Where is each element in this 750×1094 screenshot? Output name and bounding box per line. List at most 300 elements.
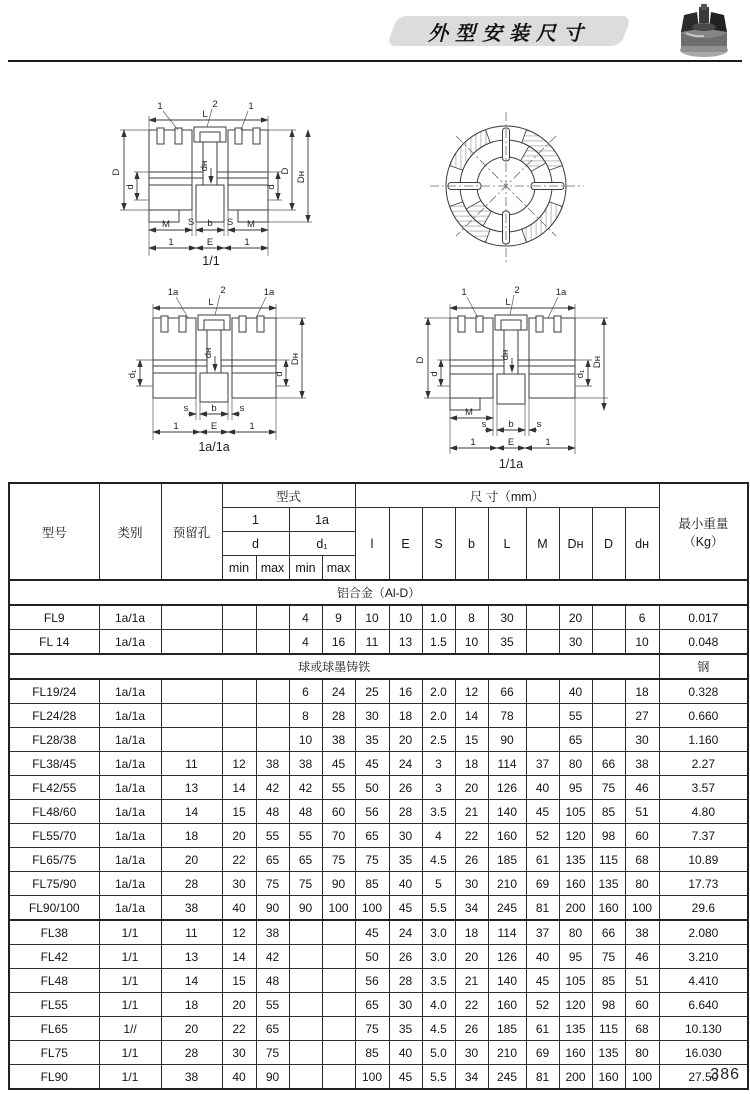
value-cell: 6 — [289, 679, 322, 704]
value-cell: 35 — [355, 728, 389, 752]
callouts — [168, 286, 275, 318]
value-cell: 160 — [592, 896, 625, 921]
dim-label-1-left: 1 — [168, 237, 174, 248]
value-cell: 114 — [488, 920, 526, 945]
value-cell: 245 — [488, 1065, 526, 1090]
value-cell: 8 — [455, 605, 488, 630]
value-cell: 75 — [322, 848, 355, 872]
value-cell: 90 — [289, 896, 322, 921]
value-cell: 46 — [625, 776, 659, 800]
value-cell: 90 — [256, 1065, 289, 1090]
value-cell — [289, 945, 322, 969]
value-cell: 61 — [526, 1017, 559, 1041]
value-cell: 45 — [322, 752, 355, 776]
value-cell: 22 — [455, 824, 488, 848]
col-header-d: d — [222, 532, 289, 556]
value-cell: 18 — [161, 993, 222, 1017]
value-cell: 210 — [488, 872, 526, 896]
value-cell: 28 — [322, 704, 355, 728]
value-cell: 40 — [526, 776, 559, 800]
dim-label-1-right: 1 — [545, 437, 551, 448]
col-header-d1: d₁ — [289, 532, 355, 556]
value-cell: 75 — [355, 1017, 389, 1041]
value-cell: 185 — [488, 848, 526, 872]
value-cell: 48 — [289, 800, 322, 824]
dim-label-s-left: s — [481, 419, 487, 430]
value-cell: 105 — [559, 800, 592, 824]
value-cell: 2.0 — [422, 679, 455, 704]
value-cell: 35 — [488, 630, 526, 655]
value-cell: 30 — [559, 630, 592, 655]
value-cell — [222, 728, 256, 752]
page-title: 外型安装尺寸 — [428, 22, 590, 45]
value-cell: 20 — [455, 945, 488, 969]
dim-label-M-right: M — [247, 219, 255, 230]
value-cell — [526, 679, 559, 704]
header-divider — [8, 60, 742, 62]
value-cell: 21 — [455, 969, 488, 993]
value-cell: 60 — [322, 800, 355, 824]
value-cell: 30 — [389, 824, 422, 848]
model-cell: FL65/75 — [9, 848, 99, 872]
table-row — [9, 945, 748, 969]
value-cell: 3.210 — [659, 945, 748, 969]
value-cell: 20 — [222, 993, 256, 1017]
col-header-type-1a: 1a — [289, 508, 355, 532]
value-cell — [256, 728, 289, 752]
value-cell: 30 — [488, 605, 526, 630]
value-cell: 3 — [422, 776, 455, 800]
value-cell: 40 — [222, 896, 256, 921]
value-cell: 1/1 — [99, 1041, 161, 1065]
value-cell: 16.030 — [659, 1041, 748, 1065]
value-cell: 42 — [256, 776, 289, 800]
value-cell: 0.048 — [659, 630, 748, 655]
value-cell — [322, 1065, 355, 1090]
value-cell: 5 — [422, 872, 455, 896]
value-cell: 95 — [559, 945, 592, 969]
value-cell: 1// — [99, 1017, 161, 1041]
value-cell: 65 — [559, 728, 592, 752]
value-cell: 200 — [559, 1065, 592, 1090]
value-cell — [322, 993, 355, 1017]
value-cell: 50 — [355, 945, 389, 969]
value-cell: 18 — [625, 679, 659, 704]
model-cell: FL9 — [9, 605, 99, 630]
value-cell: 34 — [455, 1065, 488, 1090]
model-cell: FL38 — [9, 920, 99, 945]
value-cell: 65 — [355, 824, 389, 848]
value-cell: 10 — [455, 630, 488, 655]
value-cell: 90 — [322, 872, 355, 896]
value-cell — [161, 679, 222, 704]
dim-label-dH-center: dʜ — [199, 160, 210, 172]
value-cell: 16 — [322, 630, 355, 655]
value-cell: 14 — [222, 945, 256, 969]
value-cell: 115 — [592, 848, 625, 872]
dim-label-d1-left: d₁ — [127, 369, 138, 379]
value-cell: 120 — [559, 993, 592, 1017]
value-cell: 1a/1a — [99, 728, 161, 752]
dim-label-d1-right: d₁ — [575, 369, 586, 379]
value-cell: 0.328 — [659, 679, 748, 704]
value-cell: 37 — [526, 920, 559, 945]
value-cell: 100 — [625, 896, 659, 921]
value-cell: 14 — [455, 704, 488, 728]
col-header-category: 类别 — [99, 483, 161, 580]
model-cell: FL42 — [9, 945, 99, 969]
value-cell: 135 — [592, 1041, 625, 1065]
col-header-DH: Dʜ — [559, 508, 592, 581]
dim-label-M-left: M — [162, 219, 170, 230]
value-cell: 65 — [355, 993, 389, 1017]
model-cell: FL65 — [9, 1017, 99, 1041]
dim-label-E: E — [507, 437, 515, 448]
dim-label-d-left: d — [125, 184, 136, 190]
col-header-max: max — [256, 556, 289, 581]
dim-label-DH-right: Dʜ — [592, 355, 603, 369]
dim-label-DH-right: Dʜ — [290, 352, 301, 366]
value-cell: 28 — [389, 800, 422, 824]
value-cell — [222, 704, 256, 728]
value-cell: 34 — [455, 896, 488, 921]
value-cell: 45 — [389, 1065, 422, 1090]
value-cell: 114 — [488, 752, 526, 776]
value-cell: 45 — [389, 896, 422, 921]
value-cell — [526, 728, 559, 752]
value-cell: 1/1 — [99, 945, 161, 969]
value-cell: 45 — [526, 800, 559, 824]
value-cell: 4.80 — [659, 800, 748, 824]
value-cell: 98 — [592, 824, 625, 848]
value-cell: 69 — [526, 872, 559, 896]
model-cell: FL75 — [9, 1041, 99, 1065]
value-cell: 12 — [222, 752, 256, 776]
drawing-front-view — [428, 108, 588, 266]
value-cell — [256, 704, 289, 728]
value-cell: 55 — [559, 704, 592, 728]
value-cell: 45 — [355, 920, 389, 945]
value-cell: 105 — [559, 969, 592, 993]
value-cell: 17.73 — [659, 872, 748, 896]
dim-label-S-right: S — [226, 217, 234, 228]
value-cell: 100 — [322, 896, 355, 921]
value-cell: 1/1 — [99, 920, 161, 945]
drawing-section-1a-1a — [118, 286, 358, 470]
dim-label-b: b — [211, 403, 217, 414]
table-row — [9, 969, 748, 993]
dim-label-1-right: 1 — [244, 237, 250, 248]
value-cell: 185 — [488, 1017, 526, 1041]
value-cell: 24 — [322, 679, 355, 704]
value-cell: 135 — [559, 848, 592, 872]
value-cell: 18 — [161, 824, 222, 848]
value-cell: 55 — [289, 824, 322, 848]
dim-label-dH-center: dʜ — [203, 347, 214, 359]
material-section-row — [9, 654, 748, 679]
dim-label-dH-center: dʜ — [500, 349, 511, 361]
value-cell: 140 — [488, 969, 526, 993]
value-cell: 38 — [625, 920, 659, 945]
drawing-section-1-1 — [108, 100, 338, 270]
value-cell: 56 — [355, 969, 389, 993]
value-cell: 38 — [161, 1065, 222, 1090]
value-cell: 75 — [289, 872, 322, 896]
value-cell: 20 — [455, 776, 488, 800]
value-cell — [289, 969, 322, 993]
value-cell: 28 — [161, 1041, 222, 1065]
value-cell: 38 — [256, 920, 289, 945]
value-cell: 51 — [625, 800, 659, 824]
dim-label-M-left: M — [465, 407, 473, 418]
dim-label-1-left: 1 — [173, 421, 179, 432]
col-header-type-1: 1 — [222, 508, 289, 532]
value-cell — [222, 679, 256, 704]
value-cell: 20 — [161, 848, 222, 872]
value-cell: 120 — [559, 824, 592, 848]
value-cell: 38 — [161, 896, 222, 921]
value-cell: 81 — [526, 896, 559, 921]
value-cell: 70 — [322, 824, 355, 848]
value-cell: 45 — [355, 752, 389, 776]
value-cell: 38 — [322, 728, 355, 752]
dim-label-S-left: S — [187, 217, 195, 228]
dim-label-s-left: s — [183, 403, 189, 414]
value-cell: 245 — [488, 896, 526, 921]
value-cell: 85 — [592, 800, 625, 824]
model-cell: FL90 — [9, 1065, 99, 1090]
value-cell: 0.660 — [659, 704, 748, 728]
value-cell: 4.0 — [422, 993, 455, 1017]
value-cell: 50 — [355, 776, 389, 800]
value-cell: 6.640 — [659, 993, 748, 1017]
table-row — [9, 605, 748, 630]
value-cell: 12 — [455, 679, 488, 704]
value-cell: 15 — [222, 800, 256, 824]
value-cell: 80 — [625, 872, 659, 896]
value-cell: 3.0 — [422, 945, 455, 969]
dim-label-s-right: s — [536, 419, 542, 430]
value-cell: 30 — [389, 993, 422, 1017]
weight-label-line2: （Kg） — [683, 534, 724, 549]
value-cell: 10.89 — [659, 848, 748, 872]
table-row — [9, 1065, 748, 1090]
value-cell: 30 — [455, 1041, 488, 1065]
value-cell — [161, 630, 222, 655]
value-cell: 75 — [592, 776, 625, 800]
value-cell: 65 — [256, 1017, 289, 1041]
value-cell — [256, 630, 289, 655]
coupling-body — [450, 315, 575, 410]
table-row — [9, 704, 748, 728]
value-cell: 4 — [289, 630, 322, 655]
dim-label-D-right: D — [280, 167, 291, 175]
value-cell: 100 — [625, 1065, 659, 1090]
value-cell: 8 — [289, 704, 322, 728]
value-cell: 48 — [256, 969, 289, 993]
col-header-M: M — [526, 508, 559, 581]
value-cell: 6 — [625, 605, 659, 630]
value-cell: 37 — [526, 752, 559, 776]
value-cell: 30 — [625, 728, 659, 752]
page-number: 386 — [710, 1066, 740, 1083]
value-cell: 11 — [355, 630, 389, 655]
dim-label-L: L — [505, 297, 511, 308]
value-cell: 22 — [222, 848, 256, 872]
value-cell: 3.0 — [422, 920, 455, 945]
col-header-L: L — [488, 508, 526, 581]
value-cell: 85 — [355, 1041, 389, 1065]
value-cell: 2.080 — [659, 920, 748, 945]
value-cell: 135 — [559, 1017, 592, 1041]
dim-label-d-right: d — [274, 371, 285, 377]
value-cell: 52 — [526, 993, 559, 1017]
value-cell — [161, 704, 222, 728]
value-cell: 22 — [455, 993, 488, 1017]
value-cell: 10 — [289, 728, 322, 752]
value-cell — [256, 679, 289, 704]
value-cell: 75 — [256, 1041, 289, 1065]
value-cell — [322, 1017, 355, 1041]
value-cell: 3 — [422, 752, 455, 776]
model-cell: FL 14 — [9, 630, 99, 655]
value-cell — [289, 1041, 322, 1065]
value-cell: 66 — [592, 752, 625, 776]
value-cell: 51 — [625, 969, 659, 993]
model-cell: FL24/28 — [9, 704, 99, 728]
value-cell: 26 — [455, 848, 488, 872]
value-cell: 52 — [526, 824, 559, 848]
value-cell: 26 — [455, 1017, 488, 1041]
value-cell: 30 — [222, 872, 256, 896]
value-cell: 55 — [322, 776, 355, 800]
value-cell: 11 — [161, 752, 222, 776]
value-cell: 65 — [289, 848, 322, 872]
value-cell: 18 — [455, 752, 488, 776]
value-cell: 46 — [625, 945, 659, 969]
table-row — [9, 824, 748, 848]
table-row — [9, 776, 748, 800]
model-cell: FL75/90 — [9, 872, 99, 896]
model-cell: FL90/100 — [9, 896, 99, 921]
value-cell: 30 — [355, 704, 389, 728]
value-cell: 78 — [488, 704, 526, 728]
value-cell: 28 — [389, 969, 422, 993]
value-cell — [222, 630, 256, 655]
value-cell: 100 — [355, 896, 389, 921]
table-body — [9, 580, 748, 1089]
value-cell: 4 — [289, 605, 322, 630]
value-cell — [256, 605, 289, 630]
dim-label-L: L — [202, 109, 208, 120]
value-cell: 80 — [559, 752, 592, 776]
value-cell: 2.0 — [422, 704, 455, 728]
value-cell: 126 — [488, 776, 526, 800]
value-cell — [592, 630, 625, 655]
callout-label: 1 — [461, 287, 467, 298]
value-cell: 160 — [488, 824, 526, 848]
value-cell: 13 — [161, 776, 222, 800]
value-cell: 1/1 — [99, 969, 161, 993]
value-cell: 38 — [625, 752, 659, 776]
value-cell: 56 — [355, 800, 389, 824]
value-cell: 60 — [625, 824, 659, 848]
value-cell: 40 — [389, 1041, 422, 1065]
value-cell: 65 — [256, 848, 289, 872]
dim-label-E: E — [210, 421, 218, 432]
value-cell: 35 — [389, 848, 422, 872]
callout-label: 2 — [212, 100, 218, 110]
value-cell: 18 — [389, 704, 422, 728]
table-row — [9, 920, 748, 945]
callout-label: 1 — [157, 101, 163, 112]
value-cell — [322, 945, 355, 969]
model-cell: FL19/24 — [9, 679, 99, 704]
value-cell: 38 — [256, 752, 289, 776]
value-cell: 27 — [625, 704, 659, 728]
table-row — [9, 993, 748, 1017]
value-cell: 48 — [256, 800, 289, 824]
model-cell: FL55 — [9, 993, 99, 1017]
value-cell: 160 — [559, 1041, 592, 1065]
value-cell: 1.0 — [422, 605, 455, 630]
dim-label-1-left: 1 — [470, 437, 476, 448]
value-cell — [322, 1041, 355, 1065]
table-header — [9, 483, 748, 580]
material-section-row — [9, 580, 748, 605]
dim-label-d-right: d — [266, 184, 277, 190]
value-cell: 2.5 — [422, 728, 455, 752]
value-cell: 160 — [592, 1065, 625, 1090]
material-section-right-label: 钢 — [659, 654, 748, 679]
value-cell: 61 — [526, 848, 559, 872]
value-cell: 40 — [559, 679, 592, 704]
value-cell — [289, 1065, 322, 1090]
table-row — [9, 896, 748, 921]
value-cell: 10 — [389, 605, 422, 630]
model-cell: FL38/45 — [9, 752, 99, 776]
value-cell: 115 — [592, 1017, 625, 1041]
dim-label-L: L — [208, 297, 214, 308]
col-header-weight — [659, 483, 748, 580]
value-cell: 5.5 — [422, 896, 455, 921]
value-cell: 68 — [625, 1017, 659, 1041]
value-cell: 126 — [488, 945, 526, 969]
value-cell: 15 — [455, 728, 488, 752]
table-row — [9, 872, 748, 896]
value-cell: 100 — [355, 1065, 389, 1090]
value-cell — [526, 605, 559, 630]
value-cell: 13 — [389, 630, 422, 655]
value-cell — [322, 920, 355, 945]
value-cell: 90 — [488, 728, 526, 752]
value-cell: 1a/1a — [99, 776, 161, 800]
value-cell — [592, 728, 625, 752]
value-cell: 24 — [389, 920, 422, 945]
dim-label-b: b — [508, 419, 514, 430]
table-row — [9, 1017, 748, 1041]
value-cell: 30 — [455, 872, 488, 896]
col-header-min: min — [222, 556, 256, 581]
value-cell: 14 — [161, 969, 222, 993]
value-cell — [526, 630, 559, 655]
value-cell: 1a/1a — [99, 800, 161, 824]
value-cell — [592, 605, 625, 630]
callout-label: 1 — [248, 101, 254, 112]
drawing-section-1-1a — [398, 284, 658, 476]
value-cell: 40 — [389, 872, 422, 896]
table-row — [9, 728, 748, 752]
